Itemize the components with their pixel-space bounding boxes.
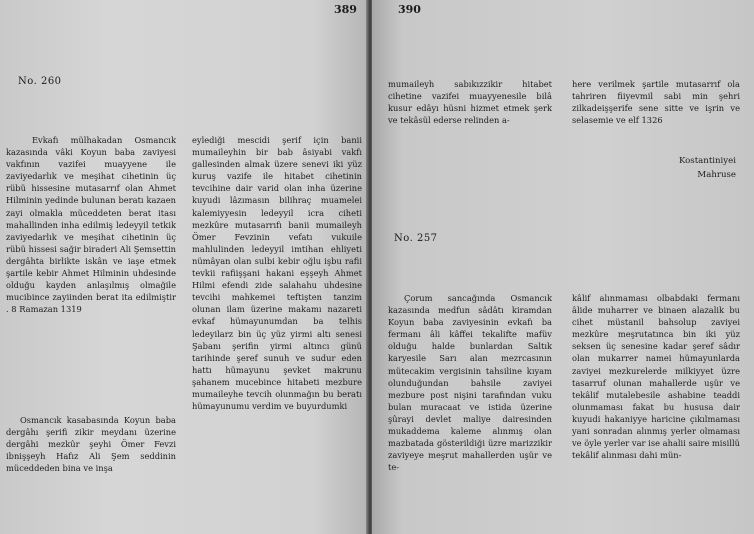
- page-number-left: 389: [334, 3, 357, 16]
- document-number-257: No. 257: [394, 233, 438, 244]
- doc-continuation-left-text: mumaileyh sabıkızzikir hitabet cihetine vazifei muayyenesile bilâ kusur edâyı hüsni hizmet etmek şerk ve tekâsül ederse relinden a-: [388, 79, 552, 126]
- doc-next-continuation-column: [192, 134, 362, 412]
- doc-next-continuation-text: eylediği mescidi şerif için banii mumaileyhin bir bab âsiyabi vakfı gallesinden almak üzere senevi iki yüz kuruş vazife ile hitabet cihetinin tevcihine dair varid olan inha üzerine kuyudi lâzımasın bilihraç muamelei kalemiyyesin ledeyyil icra ciheti mezkûre mutasarrıfı banii mumaileyh Ömer Fevzinin vefatı vukuile mahlulinden ledeyyil imtihan ehliyeti nümâyan olan sulbi kebir oğlu işbu rafii tevkii rafiişşani hakani eşşeyh Ahmet Hilmi efendi zide salahahu uhdesine tevcihi mahkemei teftişten tanzim olunan ilam üzerine makamı nazareti evkaf hümayunumdan ba telhis ledeyilarz bin üç yüz yirmi altı senesi Şabanı şerifin yirmi altıncı günü tarihinde şeref sunuh ve sudur eden hattı hümayunu şevket makrunu şahanem mucebince hitabeti mezbure mumaileyhe tevcih olunmağın bu beratı hümayunumu verdim ve buyurdumki: [192, 135, 362, 412]
- doc-continuation-right-column: [572, 78, 740, 126]
- right-page: [372, 0, 754, 534]
- document-number-260: No. 260: [18, 76, 62, 87]
- page-number-right: 390: [398, 3, 421, 16]
- place-signature: [634, 154, 736, 182]
- doc-257-right-column: [572, 292, 740, 461]
- left-page: [0, 0, 368, 534]
- doc-260-text: Evkafı mülhakadan Osmancık kazasında vâki Koyun baba zaviyesi vakfının vazifei muayyene ile zaviyedarlık ve meşihat cihetinin üç rübü hissesine mutasarrıf olan Ahmet Hilminin yedinde bulunan beratı kazaen zayi olmakla müceddeten berat itası mahallinden inha edilmiş ledeyyil tetkik zaviyedarlık ve meşihat cihetinin üç rübü hissesi sağir biraderi Ali Şemsettin dergâhta birlikte iskân ve iaşe etmek şartile kebir Ahmet Hilminin uhdesinde olduğu kayden anlaşılmış olmağile mucibince zayiinden berat ita edilmiştir . 8 Ramazan 1319: [6, 135, 176, 315]
- doc-260-paragraph: [6, 134, 176, 315]
- doc-257-left-column: [388, 292, 552, 473]
- doc-continuation-left-column: [388, 78, 552, 126]
- doc-next-opening-paragraph: [6, 414, 176, 474]
- doc-257-left-text: Çorum sancağında Osmancık kazasında medfun sâdâtı kiramdan Koyun baba zaviyesinin evkafı ba fermanı âli kâffei tekalifte mafüv olduğu halde bunlardan Saltık karyesile Sarı alan mezrcasının mütecakim vergisinin tahsiline kıyam olunduğundan bahsile zaviyei mezbure post nişini tarafından vuku bulan muracaat ve istida üzerine şûrayi devlet maliye dairesinden mukaddema kaleme alınmış olan mazbatada gösterildiği üzre marizzikir zaviyeye meşrut mahallerden uşür ve te-: [388, 293, 552, 473]
- doc-continuation-right-text: here verilmek şartile mutasarrıf ola tahriren fiiyevmil sabi min şehri zilkadeişşerife sene sitte ve işrin ve selasemie ve elf 1326: [572, 79, 740, 126]
- signature-line-2: Mahruse: [697, 170, 736, 180]
- doc-257-right-text: kâlif alınmaması olbabdaki fermanı âlide muharrer ve binaen alazalik bu cihet müstanil bahsolup zaviyei mezkûre meşrutatınca bin iki yüz seksen üç senesine kadar şeref sâdır olan mukarrer namei hümayunlarda zaviyei mezkurelerde milkiyyet üzre tasarruf olunan mahallerde uşür ve tekâlif mutalebesile ashabine teaddi olunmaması fakat bu hususa dair kuyudi hakaniyye haricine çıkılmaması yani sonradan alınmış yerler olmaması ve öyle yerler var ise ahalii saire misillü tekâlif alınması dahi mün-: [572, 293, 740, 461]
- signature-line-1: Kostantiniyei: [678, 156, 736, 166]
- doc-next-opening-text: Osmancık kasabasında Koyun baba dergâhı şerifi zikir meydanı üzerine dergâhi mezkûr şeyhi Ömer Fevzi ibnişşeyh Hafız Ali Şem seddinin müceddeden bina ve inşa: [6, 415, 176, 474]
